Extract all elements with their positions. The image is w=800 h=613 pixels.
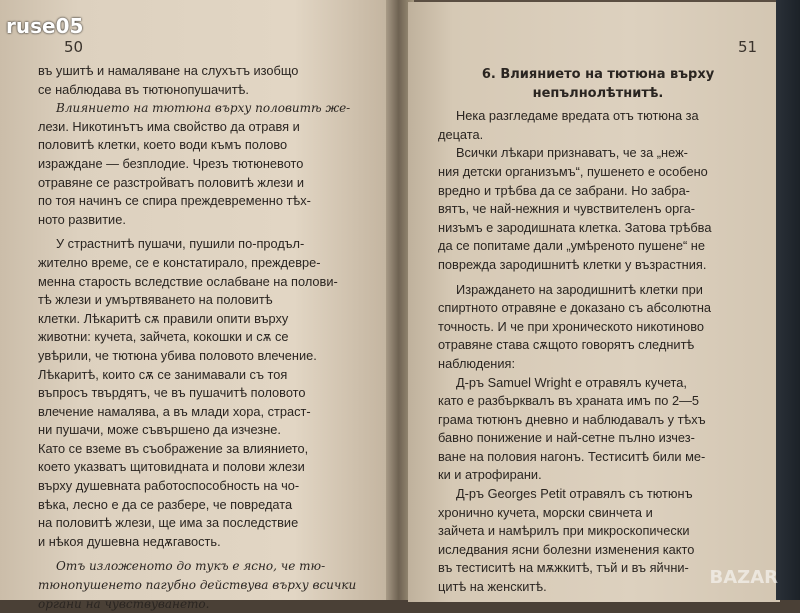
text-line: жително време, се е констатирало, преждевре- bbox=[38, 254, 321, 270]
text-line: ното развитие. bbox=[38, 211, 126, 227]
text-line: иследвания ясни болезни изменения както bbox=[438, 541, 695, 557]
section-title-line2: непълнолѣтнитѣ. bbox=[532, 85, 664, 101]
text-line: се наблюдава въ тютюнопушачитѣ. bbox=[38, 81, 249, 97]
text-line: зайчета и намѣрилъ при микроскопически bbox=[438, 523, 690, 539]
text-line: Д-ръ Samuel Wright е отравялъ кучета, bbox=[456, 374, 687, 390]
text-line: увѣрили, че тютюна убива половото влечение. bbox=[38, 347, 317, 363]
text-line: лези. Никотинътъ има свойство да отравя и bbox=[38, 118, 300, 134]
text-line: органи на чувствуването. bbox=[38, 596, 210, 611]
text-line: хронично кучета, морски свинчета и bbox=[438, 504, 653, 520]
left-page-text bbox=[38, 62, 378, 613]
text-line: поврежда зародишнитѣ клетки у възрастния. bbox=[438, 256, 707, 272]
text-line: вѣка, лесно е да се разбере, че повредата bbox=[38, 496, 293, 512]
text-line: наблюдения: bbox=[438, 355, 516, 371]
text-line: бавно понижение и най-сетне пълно изчез- bbox=[438, 430, 695, 446]
left-page-number: 50 bbox=[64, 38, 84, 56]
text-line: ване на половия нагонъ. Тестиситѣ били ме- bbox=[438, 448, 706, 464]
text-line: вятъ, че най-нежния и чувствителенъ орга- bbox=[438, 201, 696, 217]
watermark: ruse05 bbox=[6, 14, 84, 38]
text-line: вредно и трѣбва да се забрани. Но забра- bbox=[438, 182, 690, 198]
text-line: и нѣкоя душевна недѫгавость. bbox=[38, 533, 221, 549]
text-line: отравяне се разстройватъ половитѣ жлези и bbox=[38, 174, 304, 190]
text-line: ния детски организъмъ“, пушенето е особено bbox=[438, 163, 708, 179]
text-line: спиртното отравяне е доказано съ абсолютна bbox=[438, 300, 712, 316]
text-line: Израждането на зародишнитѣ клетки при bbox=[456, 281, 703, 297]
text-line: въ ушитѣ и намаляване на слухътъ изобщо bbox=[38, 63, 299, 78]
text-line: животни: кучета, зайчета, кокошки и сѫ се bbox=[38, 329, 289, 345]
text-line: върху душевната работоспособность на чо- bbox=[38, 478, 300, 494]
text-line: въпросъ твърдятъ, че въ пушачитѣ половото bbox=[38, 385, 306, 401]
text-line: Всички лѣкари признаватъ, че за „неж- bbox=[456, 145, 688, 161]
text-line: въ тестиситѣ на мѫжкитѣ, тъй и въ яйчни- bbox=[438, 560, 689, 576]
text-line: Д-ръ Georges Petit отравялъ съ тютюнъ bbox=[456, 486, 693, 502]
text-line: ки и атрофирани. bbox=[438, 467, 542, 483]
text-line: на половитѣ жлези, ще има за последствие bbox=[38, 515, 299, 531]
text-line: менна старость вследствие ослабване на полови- bbox=[38, 273, 338, 289]
text-line: половитѣ клетки, което води къмъ полово bbox=[38, 137, 288, 153]
book-cover-edge bbox=[776, 0, 800, 600]
text-line: да се попитаме дали „умѣреното пушене“ не bbox=[438, 238, 705, 254]
text-line: ни пушачи, може съвършено да изчезне. bbox=[38, 422, 281, 438]
text-line: низъмъ е зародишната клетка. Затова трѣбва bbox=[438, 219, 712, 235]
stamp-logo: BAZAR bbox=[709, 567, 778, 588]
text-line: тюнопушенето пагубно действува върху всички bbox=[38, 578, 357, 593]
text-line: израждане — безплодие. Чрезъ тютюневото bbox=[38, 155, 304, 171]
right-page bbox=[408, 2, 780, 602]
text-line: Нека разгледаме вредата отъ тютюна за bbox=[456, 108, 699, 124]
text-line: влечение намалява, а въ млади хора, страст- bbox=[38, 403, 311, 419]
right-page-text bbox=[438, 66, 758, 597]
text-line: тѣ жлези и умъртвяването на половитѣ bbox=[38, 292, 273, 308]
text-line: цитѣ на женскитѣ. bbox=[438, 579, 547, 595]
text-line: грама тютюнъ дневно и наблюдавалъ у тѣхъ bbox=[438, 411, 706, 427]
text-line: Като се вземе въ съображение за влиянието, bbox=[38, 440, 309, 456]
text-line: клетки. Лѣкаритѣ сѫ правили опити върху bbox=[38, 310, 289, 326]
text-line: което указватъ щитовидната и полови жлези bbox=[38, 459, 305, 475]
text-line: точность. И че при хроническото никотиново bbox=[438, 318, 705, 334]
text-line: по тоя начинъ се спира преждевременно тѣх- bbox=[38, 193, 311, 209]
right-page-number: 51 bbox=[738, 38, 758, 56]
text-line: Отъ изложеното до тукъ е ясно, че тю- bbox=[56, 559, 326, 574]
text-line: У страстнитѣ пушачи, пушили по-продъл- bbox=[56, 236, 305, 252]
section-title-line1: 6. Влиянието на тютюна върху bbox=[481, 67, 715, 82]
left-page bbox=[0, 0, 392, 611]
text-line: отравяне става сѫщото говорятъ следнитѣ bbox=[438, 337, 695, 353]
text-line: Влиянието на тютюна върху половитѣ же- bbox=[56, 101, 351, 116]
text-line: като е разбърквалъ въ храната имъ по 2—5 bbox=[438, 393, 699, 409]
text-line: Лѣкаритѣ, които сѫ се занимавали съ тоя bbox=[38, 366, 288, 382]
text-line: децата. bbox=[438, 126, 484, 142]
